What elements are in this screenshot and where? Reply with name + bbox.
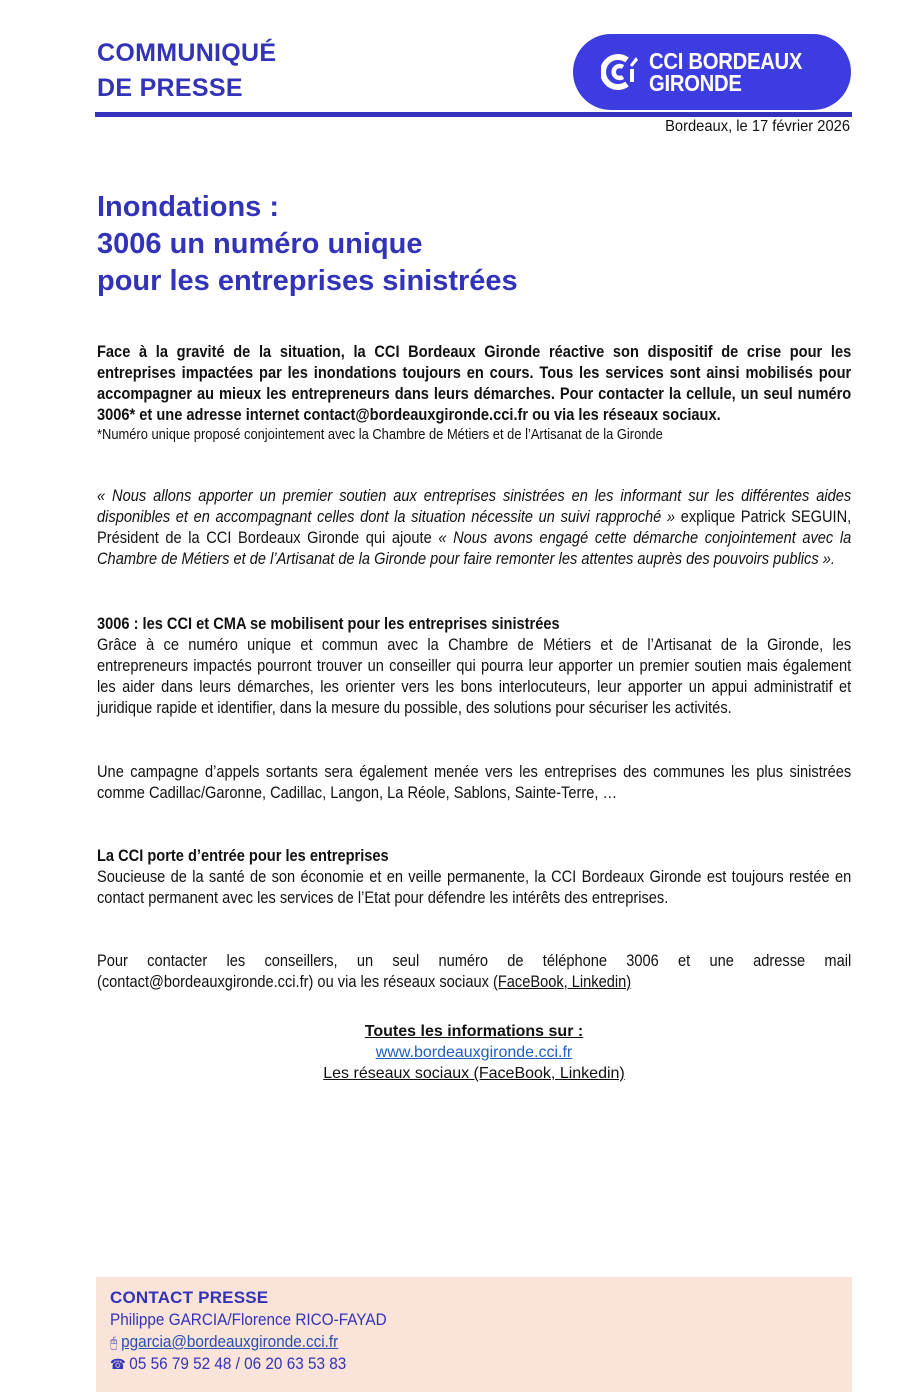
section-mobilisation (97, 613, 851, 718)
info-block (97, 1021, 851, 1084)
lead-footnote: *Numéro unique proposé conjointement avec la Chambre de Métiers et de l’Artisanat de la Gironde (97, 426, 663, 443)
section-mobilisation-heading: 3006 : les CCI et CMA se mobilisent pour les entreprises sinistrées (97, 614, 560, 633)
logo-line-2: GIRONDE (649, 70, 742, 96)
mouse-icon: 🖰 (110, 1334, 118, 1350)
cci-logo-icon (601, 52, 639, 92)
contact-phone-row (110, 1353, 387, 1375)
logo-wordmark (649, 50, 802, 94)
social-networks-link[interactable]: Les réseaux sociaux (FaceBook, Linkedin) (323, 1065, 625, 1082)
section-gateway-heading: La CCI porte d’entrée pour les entreprises (97, 846, 389, 865)
website-link[interactable]: www.bordeauxgironde.cci.fr (375, 1044, 573, 1061)
contact-heading: CONTACT PRESSE (110, 1288, 269, 1307)
release-date: Bordeaux, le 17 février 2026 (665, 118, 850, 135)
page-title (97, 189, 518, 300)
telephone-icon: ☎ (110, 1356, 126, 1372)
section-gateway-body: Soucieuse de la santé de son économie et en veille permanente, la CCI Bordeaux Gironde est toujours restée en contact permanent avec les services de l’Etat pour défendre les intérêts des entreprises. (97, 867, 852, 907)
logo-line-1: CCI BORDEAUX (649, 48, 803, 74)
press-contact-box (96, 1277, 852, 1392)
quote-part-1: « Nous allons apporter un premier soutien aux entreprises sinistrées en les informant sur les différentes aides disponibles et en accompagnant celles dont la situation nécessite un suivi rapproché » (97, 486, 852, 526)
section-mobilisation-body: Grâce à ce numéro unique et commun avec la Chambre de Métiers et de l’Artisanat de la Gironde, les entrepreneurs impactés pourront trouver un conseiller qui pourra leur apporter un premier soutien mais également les aider dans leurs démarches, les orienter vers les bons interlocuteurs, leur apporter un appui administratif et juridique rapide et identifier, dans la mesure du possible, des solutions pour sécuriser les activités. (97, 635, 852, 717)
section-calls (97, 761, 851, 803)
title-line-3: pour les entreprises sinistrées (97, 265, 518, 297)
quote-paragraph (97, 485, 851, 569)
quote-part-2: « Nous avons engagé cette démarche conjointement avec la Chambre de Métiers et de l’Artisanat de la Gironde pour faire remonter les attentes auprès des pouvoirs publics ». (97, 528, 852, 568)
lead-paragraph (97, 341, 851, 445)
section-calls-body: Une campagne d’appels sortants sera également menée vers les entreprises des communes les plus sinistrées comme Cadillac/Garonne, Cadillac, Langon, La Réole, Sablons, Sainte-Terre, … (97, 762, 852, 802)
cci-logo (573, 34, 851, 110)
section-contact-body: Pour contacter les conseillers, un seul numéro de téléphone 3006 et une adresse mail (contact@bordeauxgironde.cci.fr) ou via les réseaux sociaux (97, 951, 852, 991)
quote-attribution: explique Patrick SEGUIN, Président de la CCI Bordeaux Gironde qui ajoute (97, 507, 852, 547)
title-line-1: Inondations : (97, 191, 280, 223)
heading-line-2: DE PRESSE (97, 74, 243, 102)
press-release-heading (97, 36, 276, 106)
title-line-2: 3006 un numéro unique (97, 228, 423, 260)
contact-email-link[interactable]: pgarcia@bordeauxgironde.cci.fr (121, 1332, 339, 1351)
info-heading: Toutes les informations sur : (364, 1023, 584, 1040)
heading-line-1: COMMUNIQUÉ (97, 39, 277, 67)
header-divider (95, 112, 852, 117)
lead-text: Face à la gravité de la situation, la CCI Bordeaux Gironde réactive son dispositif de crise pour les entreprises impactées par les inondations toujours en cours. Tous les services sont ainsi mobilisés pour accompagner au mieux les entrepreneurs dans leurs démarches. Pour contacter la cellule, un seul numéro 3006* et une adresse internet contact@bordeauxgironde.cci.fr ou via les réseaux sociaux. (97, 342, 852, 424)
contact-phones: 05 56 79 52 48 / 06 20 63 53 83 (129, 1354, 347, 1373)
section-contact-advisors (97, 950, 851, 992)
social-link-inline[interactable]: (FaceBook, Linkedin) (492, 972, 632, 991)
section-gateway (97, 845, 851, 908)
contact-email-row (110, 1331, 387, 1353)
contact-names: Philippe GARCIA/Florence RICO-FAYAD (110, 1310, 387, 1329)
